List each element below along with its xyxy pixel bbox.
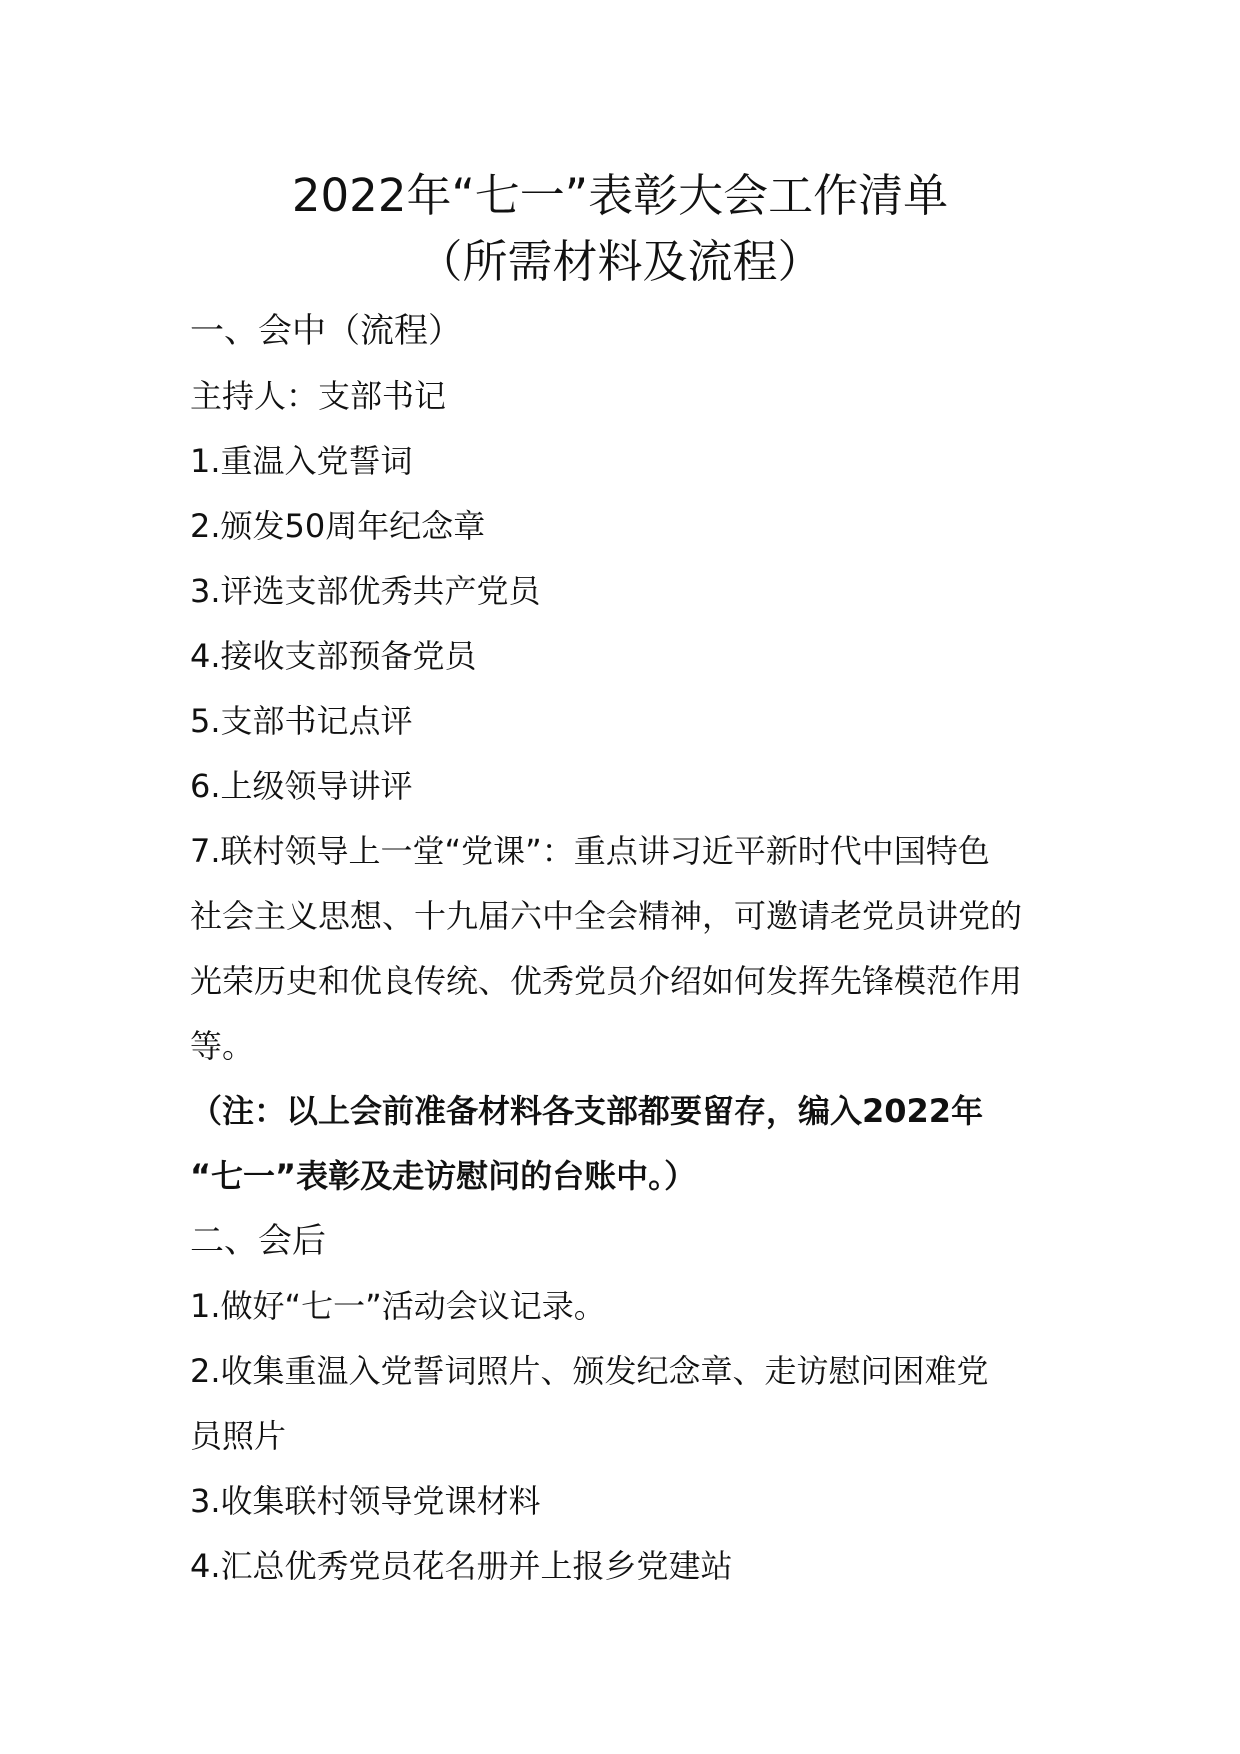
list-item-party-lesson: 7.联村领导上一堂“党课”：重点讲习近平新时代中国特色: [190, 832, 990, 870]
list-item: 6.上级领导讲评: [190, 767, 413, 805]
host-line: 主持人：支部书记: [190, 377, 447, 415]
list-item: 5.支部书记点评: [190, 702, 413, 740]
section-heading-during-meeting: 一、会中（流程）: [190, 311, 462, 351]
list-item-party-lesson-continued: 光荣历史和优良传统、优秀党员介绍如何发挥先锋模范作用: [190, 962, 1023, 1000]
note-line: “七一”表彰及走访慰问的台账中。）: [190, 1157, 697, 1195]
list-item: 4.接收支部预备党员: [190, 637, 477, 675]
document-title: 2022年“七一”表彰大会工作清单: [291, 169, 949, 222]
list-item-continued: 员照片: [190, 1417, 287, 1455]
note-line: （注：以上会前准备材料各支部都要留存，编入2022年: [190, 1092, 984, 1130]
list-item-party-lesson-continued: 等。: [190, 1027, 255, 1065]
list-item-party-lesson-continued: 社会主义思想、十九届六中全会精神，可邀请老党员讲党的: [190, 897, 1023, 935]
list-item: 1.重温入党誓词: [190, 442, 413, 480]
list-item: 4.汇总优秀党员花名册并上报乡党建站: [190, 1547, 733, 1585]
list-item: 3.评选支部优秀共产党员: [190, 572, 541, 610]
section-heading-after-meeting: 二、会后: [190, 1221, 326, 1261]
list-item: 2.收集重温入党誓词照片、颁发纪念章、走访慰问困难党: [190, 1352, 989, 1390]
document-body: [190, 299, 1060, 1599]
list-item: 2.颁发50周年纪念章: [190, 507, 486, 545]
list-item: 3.收集联村领导党课材料: [190, 1482, 541, 1520]
list-item: 1.做好“七一”活动会议记录。: [190, 1287, 606, 1325]
document-subtitle: （所需材料及流程）: [417, 235, 823, 288]
